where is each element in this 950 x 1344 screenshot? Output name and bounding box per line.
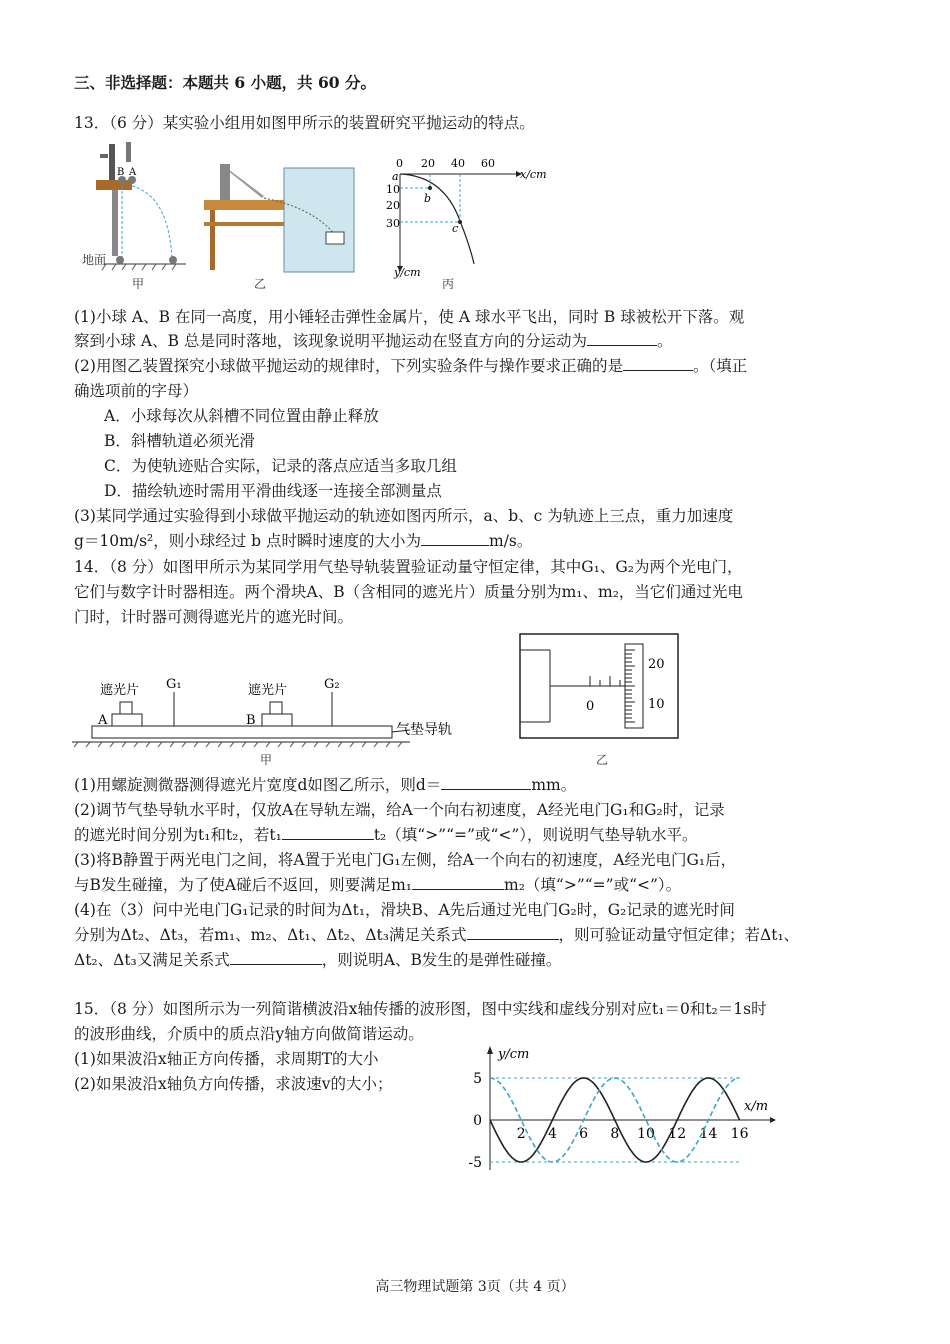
wave-x-tick: 2 (516, 1126, 526, 1142)
q14-part4-text2: Δt₂、Δt₃又满足关系式 (74, 951, 230, 969)
label-B: B (117, 167, 125, 178)
q13-part3-line1: (3)某同学通过实验得到小球做平抛运动的轨迹如图丙所示，a、b、c 为轨迹上三点，重力加速度 (74, 507, 734, 525)
q15-stem-line1: 15．（8 分）如图所示为一列简谐横波沿x轴传播的波形图，图中实线和虚线分别对应t₁＝0和t₂＝1s时 (74, 1000, 767, 1018)
wave-x-tick: 6 (579, 1126, 589, 1142)
wave-x-tick: 10 (637, 1126, 655, 1142)
q14-part3-text: 与B发生碰撞，为了使A碰后不返回，则要满足m₁ (74, 876, 412, 894)
q13-option-c: C．为使轨迹贴合实际，记录的落点应适当多取几组 (104, 457, 457, 475)
wave-x-axis-label: x/m (744, 1099, 769, 1114)
q14-stem-line1: 14．（8 分）如图甲所示为某同学用气垫导轨装置验证动量守恒定律，其中G₁、G₂为两个光电门， (74, 558, 743, 576)
y-tick-20: 20 (386, 199, 400, 212)
figure-bing-graph (386, 157, 547, 291)
micrometer-scale-10: 10 (648, 697, 665, 712)
page-footer: 高三物理试题第 3页（共 4 页） (375, 1279, 575, 1295)
caption-yi-14: 乙 (596, 753, 609, 767)
x-axis-arrow (770, 1117, 776, 1123)
wave-y-tick: -5 (468, 1155, 482, 1171)
q14-part2-answer-blank[interactable] (282, 825, 374, 840)
wave-y-tick: 5 (473, 1071, 482, 1087)
label-air-track: 气垫导轨 (396, 722, 452, 738)
q13-option-b: B．斜槽轨道必须光滑 (104, 432, 255, 450)
label-ground: 地面 (82, 253, 107, 267)
q14-part1-text: (1)用螺旋测微器测得遮光片宽度d如图乙所示，则d＝ (74, 776, 442, 794)
wave-x-tick: 8 (610, 1126, 620, 1142)
q13-option-a: A．小球每次从斜槽不同位置由静止释放 (104, 407, 379, 425)
q13-part3-unit: m/s。 (489, 532, 533, 550)
point-c-label: c (452, 222, 459, 235)
q14-part4-text: 分别为Δt₂、Δt₃，若m₁、m₂、Δt₁、Δt₂、Δt₃满足关系式 (74, 926, 467, 944)
y-axis-arrow (487, 1046, 493, 1054)
wave-y-axis-label: y/cm (498, 1047, 530, 1062)
q13-part2-line2: 确选项前的字母） (74, 382, 199, 400)
q15-part2: (2)如果波沿x轴负方向传播，求波速v的大小； (74, 1075, 393, 1093)
q14-part2-line2 (74, 824, 698, 846)
point-a-label: a (392, 170, 399, 183)
q13-part3-line2 (74, 530, 532, 552)
q13-part2-text: (2)用图乙装置探究小球做平抛运动的规律时，下列实验条件与操作要求正确的是 (74, 357, 623, 375)
figure-jia (82, 142, 186, 291)
x-tick-20: 20 (421, 157, 435, 170)
x-tick-0: 0 (396, 157, 403, 170)
q14-part4-line1: (4)在（3）问中光电门G₁记录的时间为Δt₁，滑块B、A先后通过光电门G₂时，G₂记录的遮光时间 (74, 901, 735, 919)
micrometer-scale-0: 0 (586, 699, 595, 714)
wave-x-tick: 4 (547, 1126, 557, 1142)
q15-stem-line2: 的波形曲线，介质中的质点沿y轴方向做简谐运动。 (74, 1025, 424, 1043)
q14-stem-line2: 它们与数字计时器相连。两个滑块A、B（含相同的遮光片）质量分别为m₁、m₂，当它们通过光电 (74, 583, 743, 601)
q13-part1-text: 察到小球 A、B 总是同时落地，该现象说明平抛运动在竖直方向的分运动为 (74, 332, 587, 350)
q14-part4-mid: ，则可验证动量守恒定律；若Δt₁、 (558, 926, 800, 944)
y-tick-30: 30 (386, 217, 400, 230)
q14-part3-end: m₂（填“>”“=”或“<”）。 (504, 876, 682, 894)
q14-figure (70, 630, 690, 770)
q14-stem-line3: 门时，计时器可测得遮光片的遮光时间。 (74, 608, 354, 626)
figure-micrometer (520, 634, 678, 767)
q13-part2-answer-blank[interactable] (623, 356, 693, 371)
q14-part1-answer-blank[interactable] (441, 775, 531, 790)
q14-part3-answer-blank[interactable] (412, 875, 504, 890)
label-slider-A: A (98, 713, 108, 728)
q14-part4-line3 (74, 949, 561, 971)
q14-part4-answer-blank-2[interactable] (230, 950, 322, 965)
x-axis-label: x/cm (520, 168, 547, 181)
label-G1: G₁ (166, 677, 182, 692)
wave-x-tick: 12 (668, 1126, 687, 1142)
wave-chart (460, 1040, 780, 1180)
q13-part1-answer-blank[interactable] (587, 331, 657, 346)
wave-x-tick: 16 (730, 1126, 749, 1142)
label-G2: G₂ (324, 677, 340, 692)
q14-part2-line1: (2)调节气垫导轨水平时，仅放A在导轨左端，给A一个向右初速度，A经光电门G₁和G₂时，记录 (74, 801, 725, 819)
micrometer-scale-20: 20 (648, 657, 665, 672)
y-tick-10: 10 (386, 183, 400, 196)
q14-part4-answer-blank-1[interactable] (467, 925, 559, 940)
q13-part1-end: 。 (656, 332, 673, 350)
point-b-label: b (424, 192, 432, 205)
q14-part4-end: ，则说明A、B发生的是弹性碰撞。 (321, 951, 562, 969)
q13-part3-text: g＝10m/s²，则小球经过 b 点时瞬时速度的大小为 (74, 532, 422, 550)
q14-part1 (74, 774, 576, 796)
label-shade-2: 遮光片 (248, 683, 288, 698)
wave-y-tick: 0 (473, 1113, 482, 1129)
caption-jia-14: 甲 (260, 753, 273, 767)
caption-bing: 丙 (442, 277, 455, 291)
label-slider-B: B (246, 713, 256, 728)
label-shade-1: 遮光片 (100, 683, 140, 698)
label-A: A (129, 167, 137, 178)
q14-part2-end: t₂（填“>”“=”或“<”），则说明气垫导轨水平。 (373, 826, 698, 844)
q13-part1-line2 (74, 330, 672, 352)
q14-part2-text: 的遮光时间分别为t₁和t₂，若t₁ (74, 826, 282, 844)
q13-part2-line1 (74, 355, 747, 377)
q15-part1: (1)如果波沿x轴正方向传播，求周期T的大小 (74, 1050, 379, 1068)
q14-part3-line2 (74, 874, 681, 896)
q14-part3-line1: (3)将B静置于两光电门之间，将A置于光电门G₁左侧，给A一个向右的初速度，A经光电门G₁后， (74, 851, 737, 869)
q13-part2-end: 。（填正 (692, 357, 748, 375)
caption-jia: 甲 (132, 277, 145, 291)
q14-part4-line2 (74, 924, 799, 946)
figure-air-track (72, 677, 452, 767)
x-tick-60: 60 (481, 157, 495, 170)
q13-figure (74, 136, 554, 296)
wave-x-tick: 14 (699, 1126, 718, 1142)
y-axis-label: y/cm (394, 266, 421, 279)
x-tick-40: 40 (451, 157, 465, 170)
figure-yi (204, 164, 354, 291)
q13-stem: 13．（6 分）某实验小组用如图甲所示的装置研究平抛运动的特点。 (74, 114, 535, 132)
caption-yi: 乙 (254, 277, 267, 291)
section-header: 三、非选择题：本题共 6 小题，共 60 分。 (74, 73, 376, 92)
q13-part1-line1: (1)小球 A、B 在同一高度，用小锤轻击弹性金属片，使 A 球水平飞出，同时 B 球被松开下落。观 (74, 308, 745, 326)
q13-part3-answer-blank[interactable] (421, 531, 489, 546)
q14-part1-unit: mm。 (531, 776, 577, 794)
q13-option-d: D．描绘轨迹时需用平滑曲线逐一连接全部测量点 (104, 482, 442, 500)
